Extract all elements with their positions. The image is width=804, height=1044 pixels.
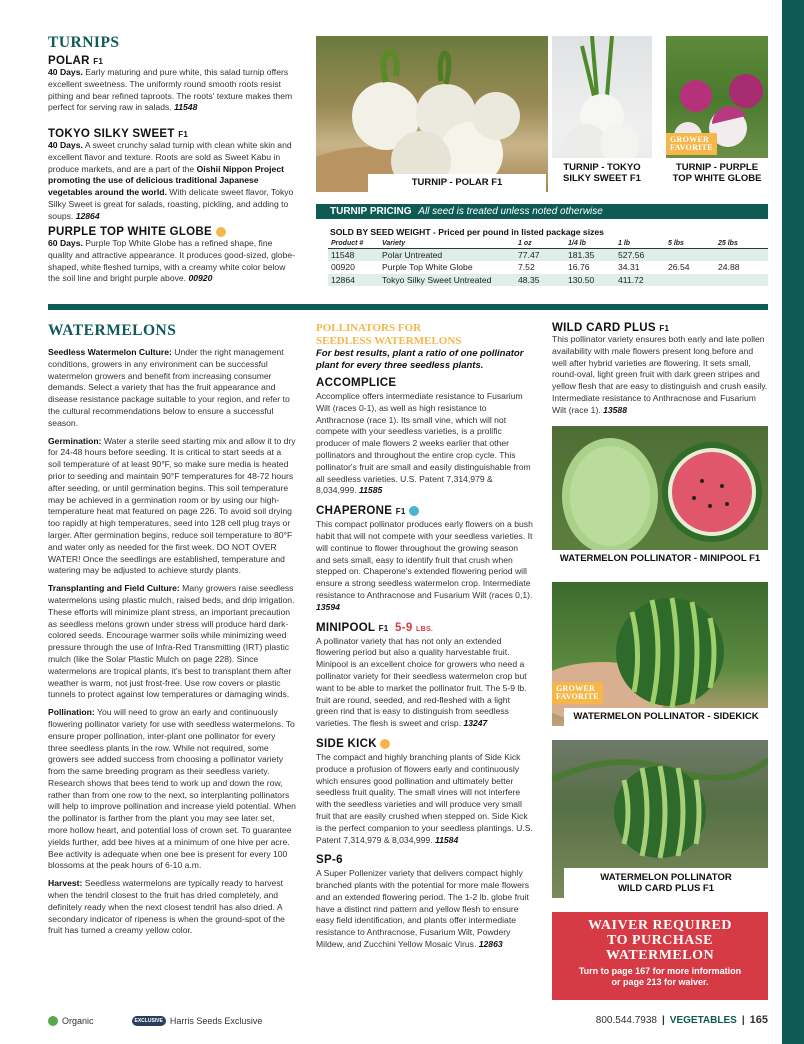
wildcard-desc: This pollinator variety ensures both early and late pollen availability with male flowers present long before and well after hybrid varieties are flowering. It sets small, round-oval, light green fruit with dark green stripes and yellow flesh that are easy to distinguish and crush easily. Intermediate resistance to Anthracnose and Fusarium Wilt (race 1). 13588 bbox=[552, 334, 768, 415]
accomplice-name: ACCOMPLICE bbox=[316, 377, 397, 389]
table-row: 11548 Polar Untreated 77.47 181.35 527.56 bbox=[328, 249, 768, 262]
accomplice-desc: Accomplice offers intermediate resistance to Fusarium Wilt (races 0-1), as well as high resistance to Anthracnose (race 1). Its small vine, which will not compete with your seedless varieties, is a prolific producer of male flowers 2 weeks earlier that other pollinators and throughout the entire crop cycle. This pollinator's fruit are small and easily distinguishable from all seedless varieties. U.S. Patent 7,314,979 & 8,034,999. 11585 bbox=[316, 391, 531, 496]
sidekick-illustration bbox=[552, 582, 768, 726]
grower-favorite-badge-sidekick: GROWER FAVORITE bbox=[552, 682, 603, 704]
tokyo-block bbox=[48, 128, 296, 223]
turnip-purple-caption: TURNIP - PURPLE TOP WHITE GLOBE bbox=[666, 158, 768, 192]
pollinators-subtitle: For best results, plant a ratio of one pollinator plant for every three seedless plants. bbox=[316, 348, 524, 371]
minipool-desc: A pollinator variety that has not only an extended flowering period but also a quality harvestable fruit. Minipool is an excellent choice for growers who need a pollinator variety for their seedless watermelon crop but want to be able to market the pollinator fruit. The 5-9 lb. fruit are round, seeded, and red-fleshed with a light green rind that is easy to distinguish from seedless varieties. The flesh is sweet and crisp. 13247 bbox=[316, 635, 527, 729]
turnip-pricing-title: TURNIP PRICING bbox=[330, 206, 412, 217]
polar-desc: 40 Days. Early maturing and pure white, this salad turnip offers excellent sweetness. The uniformly round smooth roots resist pithing and bear refined taproots. The roots' texture makes them perfect for serving raw in salads. 11548 bbox=[48, 67, 293, 113]
turnip-polar-photo bbox=[316, 36, 548, 192]
organic-label: Organic bbox=[62, 1016, 94, 1026]
wildcard-caption: WATERMELON POLLINATOR WILD CARD PLUS F1 bbox=[564, 868, 768, 898]
sidekick-photo bbox=[552, 582, 768, 726]
pollinators-title: POLLINATORS FOR SEEDLESS WATERMELONS bbox=[316, 322, 462, 347]
tokyo-desc: 40 Days. A sweet crunchy salad turnip with clean white skin and excellent flavor and texture. Roots are sold as Sweet Kabu in produce markets, and are a part of the Oishii Nippon Project promoting the use of delicious traditional Japanese vegetables around the world. With delicate sweet flavor, Tokyo Silky Sweet is great for salads, roasting, pickling, and adding to soups. 12864 bbox=[48, 140, 294, 221]
turnip-purple-photo bbox=[666, 36, 768, 192]
exclusive-badge-icon: EXCLUSIVE bbox=[132, 1016, 166, 1026]
exclusive-icon bbox=[216, 227, 226, 237]
waiver-sub: Turn to page 167 for more information or page 213 for waiver. bbox=[578, 966, 742, 987]
turnip-tokyo-caption: TURNIP - TOKYO SILKY SWEET F1 bbox=[552, 158, 652, 192]
turnip-pricing-header bbox=[316, 204, 768, 219]
turnip-pricing-subtitle: SOLD BY SEED WEIGHT - Priced per pound in listed package sizes bbox=[330, 227, 604, 237]
footer-separator: | bbox=[741, 1014, 745, 1026]
watermelon-culture-text: Seedless Watermelon Culture: Under the right management conditions, growers in any environment can be successful watermelon growers and benefit from increasing consumer demands. Select a variety that has the fruit appearance and disease resistance package suitable to your region, and refer to the cultural recommendations below to ensure a successful season. Germination: Water a sterile seed starting mix and allow it to dry for 24-48 hours before seeding. It is critical to start seeds at a soil temperature of at least 90°F, so make sure media is heated prior to seeding and maintain 90°F temperatures for 48-72 hours after seeding, or until germination begins. This soil temperature may be achieved in a germination room or by using our high-temperature heat mat featured on page 226. To avoid soil drying too rapidly at high temperatures, seed into 128 cell plug trays or larger. After germination begins, reduce soil temperature to 80°F and water only as needed for the first week. DO NOT OVER WATER! Once the seedlings are established, temperature and watering may be adjusted to achieve sturdy plants. Transplanting and Field Culture: Many growers raise seedless watermelons using plastic mulch, raised beds, and drip irrigation. These efforts will minimize plant stress, an important precaution as seedless melons grown under stress will produce hard dark-colored seeds. Encourage warmer soils while minimizing weed pressure through the use of Infra-Red Transmitting (IRT) plastic mulch (like the Solar Plastic Mulch on page 228). Since watermelons are tropical plants, it's best to transplant them after weather is warm, not just frost-free. Use row covers or plastic tunnels to protect against low temperatures or damaging winds. Pollination: You will need to grow an early and continuously flowering pollinator variety for use with seedless watermelons. To ensure proper pollination, inter-plant one pollinator for every three seedless plants in the row. While not required, some growers see added success from choosing a pollinator variety from the same breeding program as their seedless variety. Research shows that bees tend to work up and down the row, rather than from one row to the next, so interplanting pollinators will help to improve pollination and increase yield potential. When the pollinator is farther from the plant you may see later set, more hollow heart, and potential loss of crown set. To guarantee yields further, add bee hives at a minimum of one hive per acre. Bee activity is adequate when one bee is present for every 100 blossoms at the peak hours of 6-10 a.m. Harvest: Seedless watermelons are typically ready to harvest when the tendril closest to the fruit has dried completely, and definitely ready when the next closest tendril has also dried. A secondary indicator of ripeness is when the ground-spot of the fruit has turned a creamy yellow color. bbox=[48, 347, 296, 936]
minipool-name: MINIPOOL F1 5-9 LBS. bbox=[316, 621, 434, 634]
page-edge-tab bbox=[782, 0, 804, 1044]
sidekick-name: SIDE KICK bbox=[316, 738, 534, 750]
turnip-tokyo-photo bbox=[552, 36, 652, 192]
waiver-box bbox=[552, 912, 768, 1000]
sp6-name: SP-6 bbox=[316, 854, 343, 867]
sidekick-desc: The compact and highly branching plants of Side Kick produce a profusion of flowers early and continuously which ensures good pollination and ultimately better seedless fruit quality. The small vines will not interfere with the seedless varieties and will produce very small fruit that are easily crushed when stepped on. Side Kick is the perfect companion to your seedless plantings. U.S. Patent 7,314,979 & 8,034,999. 11584 bbox=[316, 751, 533, 845]
turnip-pricing-table bbox=[328, 239, 768, 286]
chaperone-desc: This compact pollinator produces early flowers on a bush habit that will not compete with your seedless varieties. It will continue to flower throughout the growing season and sets small, easy to identify fruit that crush when stepped on. Chaperone's extended flowering period will ensure a strong seedless watermelon crop. Intermediate resistance to Anthracnose and Fusarium Wilt (races 0,1). 13594 bbox=[316, 519, 533, 612]
turnip-pricing-note: All seed is treated unless noted otherwise bbox=[418, 206, 603, 217]
footer-phone: 800.544.7938 bbox=[595, 1014, 657, 1026]
chaperone-name: CHAPERONE F1 bbox=[316, 505, 534, 517]
turnip-polar-caption: TURNIP - POLAR F1 bbox=[368, 174, 546, 192]
wildcard-block bbox=[552, 322, 768, 417]
waiver-title: WAIVER REQUIRED TO PURCHASE WATERMELON bbox=[587, 918, 733, 963]
grower-favorite-badge-turnip: GROWER FAVORITE bbox=[666, 133, 717, 155]
watermelons-title: WATERMELONS bbox=[48, 322, 177, 339]
footer-legend bbox=[48, 1016, 262, 1026]
section-divider bbox=[48, 304, 768, 310]
footer-page-info bbox=[596, 1014, 768, 1026]
polar-name: POLAR F1 bbox=[48, 55, 104, 67]
purple-block bbox=[48, 226, 296, 285]
minipool-illustration bbox=[552, 426, 768, 568]
footer-section: VEGETABLES bbox=[669, 1014, 737, 1026]
pollinators-column bbox=[316, 322, 534, 951]
wildcard-photo bbox=[552, 740, 768, 898]
purple-desc: 60 Days. Purple Top White Globe has a refined shape, fine quality and attractive appearance. It produces good-sized, globe-shaped, white fleshed turnips, with a creamy white color below the soil line and bright purple above. 00920 bbox=[48, 238, 295, 284]
turnip-polar-illustration bbox=[316, 36, 548, 192]
sidekick-caption: WATERMELON POLLINATOR - SIDEKICK bbox=[564, 708, 768, 726]
page-number: 165 bbox=[749, 1014, 768, 1026]
exclusive-icon bbox=[380, 739, 390, 749]
sp6-desc: A Super Pollenizer variety that delivers compact highly branched plants with the potential for more male flowers and an extended flowering period. The 1-2 lb. globe fruit have a distinct rind pattern and yellow flesh to ensure easy field identification, and plants offer intermediate resistance to Anthracnose, Fusarium Wilt, Powdery Mildew, and Zucchini Yellow Mosaic Virus. 12863 bbox=[316, 868, 530, 950]
wildcard-name: WILD CARD PLUS F1 bbox=[552, 322, 670, 334]
exclusive-icon bbox=[409, 506, 419, 516]
minipool-caption: WATERMELON POLLINATOR - MINIPOOL F1 bbox=[552, 550, 768, 568]
price-table-header: Product # Variety 1 oz 1/4 lb 1 lb 5 lbs 25 lbs bbox=[328, 239, 768, 249]
exclusive-label: Harris Seeds Exclusive bbox=[169, 1016, 263, 1026]
tokyo-name: TOKYO SILKY SWEET F1 bbox=[48, 128, 189, 140]
turnips-title: TURNIPS bbox=[48, 34, 120, 51]
purple-name: PURPLE TOP WHITE GLOBE bbox=[48, 226, 296, 238]
table-row: 00920 Purple Top White Globe 7.52 16.76 34.31 26.54 24.88 bbox=[331, 262, 740, 273]
footer-separator: | bbox=[661, 1014, 665, 1026]
polar-block bbox=[48, 55, 296, 114]
organic-icon bbox=[48, 1016, 58, 1026]
minipool-photo bbox=[552, 426, 768, 568]
table-row: 12864 Tokyo Silky Sweet Untreated 48.35 130.50 411.72 bbox=[328, 274, 768, 287]
